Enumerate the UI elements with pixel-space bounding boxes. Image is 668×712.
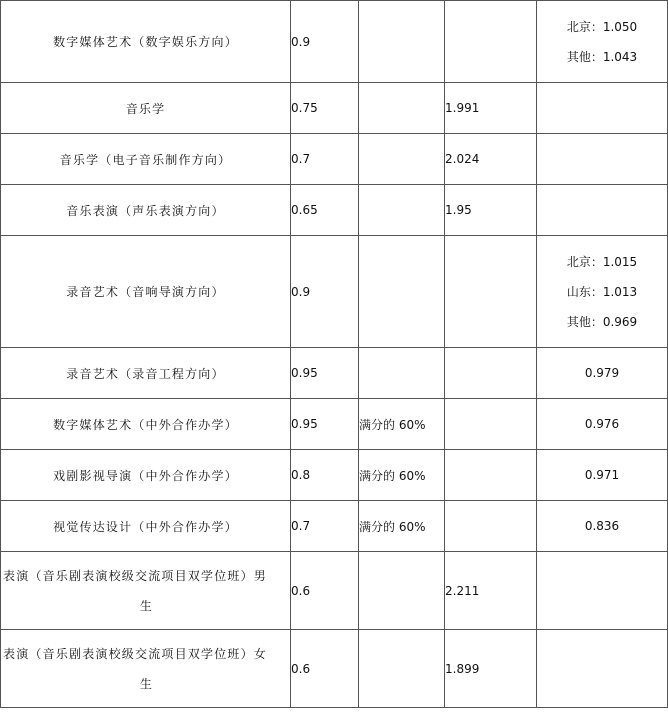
threshold-cell bbox=[359, 630, 445, 708]
score-cell: 1.899 bbox=[445, 630, 537, 708]
ratio-cell: 0.95 bbox=[291, 399, 359, 450]
major-name-line: 生 bbox=[139, 676, 154, 691]
major-name: 录音艺术（录音工程方向） bbox=[1, 348, 291, 399]
table-row bbox=[1, 185, 668, 236]
table-row bbox=[1, 236, 668, 348]
score-cell bbox=[445, 399, 537, 450]
ratio-cell: 0.6 bbox=[291, 552, 359, 630]
threshold-cell bbox=[359, 552, 445, 630]
regional-score-line: 其他：0.969 bbox=[566, 314, 638, 329]
ratio-cell: 0.75 bbox=[291, 83, 359, 134]
regional-score-cell bbox=[537, 552, 668, 630]
ratio-cell: 0.7 bbox=[291, 134, 359, 185]
major-name bbox=[1, 630, 291, 708]
table-row bbox=[1, 630, 668, 708]
score-cell bbox=[445, 236, 537, 348]
regional-score-cell bbox=[537, 236, 668, 348]
major-name-line: 生 bbox=[139, 598, 154, 613]
major-name: 录音艺术（音响导演方向） bbox=[1, 236, 291, 348]
ratio-cell: 0.9 bbox=[291, 236, 359, 348]
table-row bbox=[1, 1, 668, 83]
regional-score-cell: 0.836 bbox=[537, 501, 668, 552]
table-row bbox=[1, 134, 668, 185]
ratio-cell: 0.95 bbox=[291, 348, 359, 399]
score-cell: 2.211 bbox=[445, 552, 537, 630]
table-row bbox=[1, 399, 668, 450]
major-name: 音乐表演（声乐表演方向） bbox=[1, 185, 291, 236]
threshold-cell bbox=[359, 185, 445, 236]
table-row bbox=[1, 501, 668, 552]
table-row bbox=[1, 552, 668, 630]
score-cell: 1.95 bbox=[445, 185, 537, 236]
threshold-cell: 满分的 60% bbox=[359, 399, 445, 450]
score-cell: 1.991 bbox=[445, 83, 537, 134]
major-name: 数字媒体艺术（数字娱乐方向） bbox=[1, 1, 291, 83]
table-row bbox=[1, 348, 668, 399]
regional-score-cell: 0.979 bbox=[537, 348, 668, 399]
major-name: 音乐学（电子音乐制作方向） bbox=[1, 134, 291, 185]
threshold-cell: 满分的 60% bbox=[359, 450, 445, 501]
regional-score-cell bbox=[537, 83, 668, 134]
major-name bbox=[1, 552, 291, 630]
regional-score-line: 北京：1.015 bbox=[566, 254, 638, 269]
major-name: 数字媒体艺术（中外合作办学） bbox=[1, 399, 291, 450]
threshold-cell bbox=[359, 236, 445, 348]
regional-score-cell bbox=[537, 134, 668, 185]
threshold-cell: 满分的 60% bbox=[359, 501, 445, 552]
regional-score-line: 其他：1.043 bbox=[566, 49, 638, 64]
score-cell bbox=[445, 348, 537, 399]
major-name-line: 表演（音乐剧表演校级交流项目双学位班）女 bbox=[3, 646, 268, 661]
ratio-cell: 0.8 bbox=[291, 450, 359, 501]
regional-score-cell bbox=[537, 630, 668, 708]
ratio-cell: 0.65 bbox=[291, 185, 359, 236]
score-cell bbox=[445, 501, 537, 552]
ratio-cell: 0.7 bbox=[291, 501, 359, 552]
threshold-cell bbox=[359, 134, 445, 185]
regional-score-cell bbox=[537, 185, 668, 236]
score-cell: 2.024 bbox=[445, 134, 537, 185]
major-name: 音乐学 bbox=[1, 83, 291, 134]
regional-score-cell bbox=[537, 1, 668, 83]
ratio-cell: 0.9 bbox=[291, 1, 359, 83]
score-cell bbox=[445, 1, 537, 83]
table-row bbox=[1, 83, 668, 134]
regional-score-line: 山东：1.013 bbox=[566, 284, 638, 299]
ratio-cell: 0.6 bbox=[291, 630, 359, 708]
regional-score-cell: 0.976 bbox=[537, 399, 668, 450]
table-row bbox=[1, 450, 668, 501]
threshold-cell bbox=[359, 348, 445, 399]
threshold-cell bbox=[359, 83, 445, 134]
major-name: 视觉传达设计（中外合作办学） bbox=[1, 501, 291, 552]
threshold-cell bbox=[359, 1, 445, 83]
regional-score-line: 北京：1.050 bbox=[566, 19, 638, 34]
major-name: 戏剧影视导演（中外合作办学） bbox=[1, 450, 291, 501]
major-name-line: 表演（音乐剧表演校级交流项目双学位班）男 bbox=[3, 568, 268, 583]
score-cell bbox=[445, 450, 537, 501]
regional-score-cell: 0.971 bbox=[537, 450, 668, 501]
